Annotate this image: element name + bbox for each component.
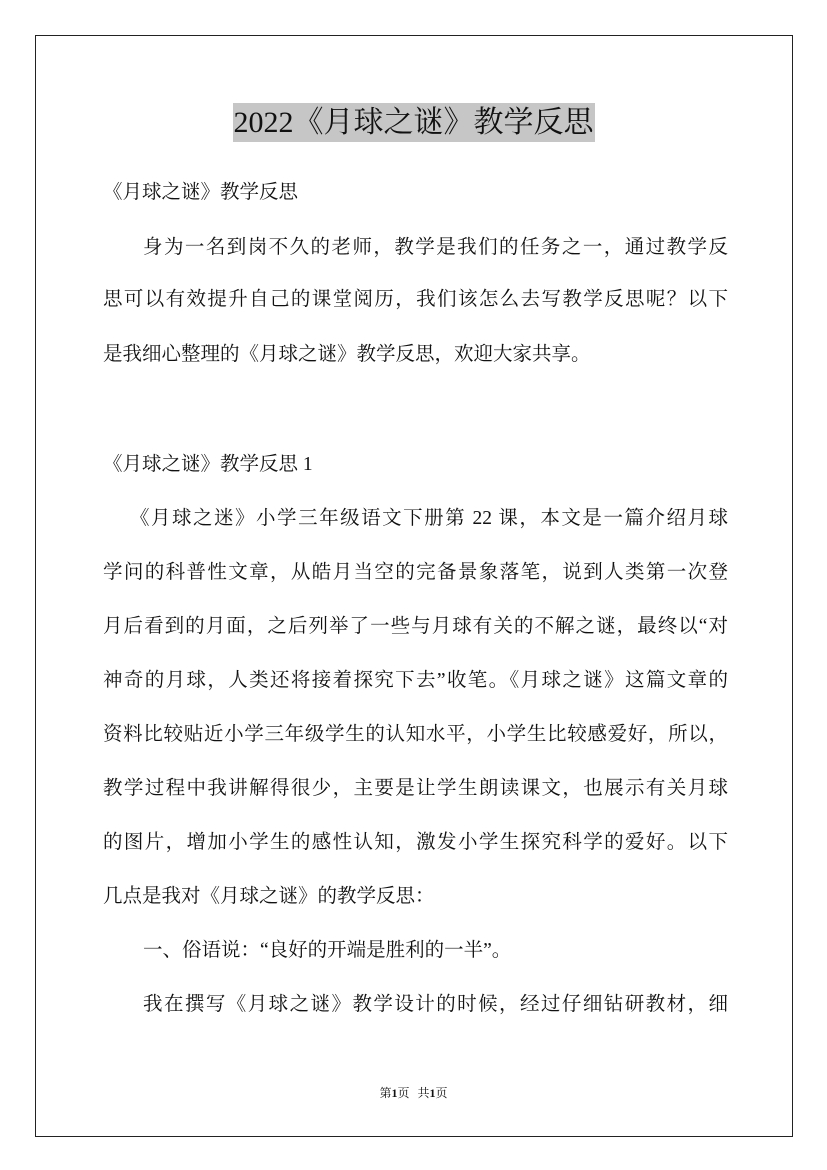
intro-line-3: 是我细心整理的《月球之谜》教学反思，欢迎大家共享。	[103, 344, 591, 365]
footer-page-prefix: 第	[379, 1086, 392, 1100]
section-1-line-6: 教学过程中我讲解得很少，主要是让学生朗读课文，也展示有关月球	[103, 778, 728, 799]
footer-total-suffix: 页	[435, 1086, 448, 1100]
next-paragraph-line-1: 我在撰写《月球之谜》教学设计的时候，经过仔细钻研教材，细	[143, 994, 728, 1015]
heading-main: 《月球之谜》教学反思	[103, 182, 299, 203]
section-1-line-4: 神奇的月球，人类还将接着探究下去”收笔。《月球之谜》这篇文章的	[103, 670, 728, 691]
footer-total-pages: 1	[429, 1086, 436, 1100]
section-1-line-5: 资料比较贴近小学三年级学生的认知水平，小学生比较感爱好，所以，	[103, 724, 728, 745]
point-1: 一、俗语说：“良好的开端是胜利的一半”。	[143, 940, 512, 961]
title-container	[0, 103, 827, 142]
intro-line-1: 身为一名到岗不久的老师，教学是我们的任务之一，通过教学反	[143, 237, 728, 258]
section-1-line-7: 的图片，增加小学生的感性认知，激发小学生探究科学的爱好。以下	[103, 832, 728, 853]
document-title: 2022《月球之谜》教学反思	[233, 103, 595, 142]
section-1-line-1: 《月球之迷》小学三年级语文下册第 22 课，本文是一篇介绍月球	[130, 508, 728, 529]
section-1-line-8: 几点是我对《月球之谜》的教学反思：	[103, 886, 435, 907]
intro-line-2: 思可以有效提升自己的课堂阅历，我们该怎么去写教学反思呢？以下	[103, 289, 728, 310]
footer-total-prefix: 共	[417, 1086, 430, 1100]
footer-page-number: 1	[391, 1086, 398, 1100]
section-1-heading: 《月球之谜》教学反思 1	[103, 454, 313, 475]
page-footer	[0, 1084, 827, 1102]
footer-page-suffix: 页	[397, 1086, 410, 1100]
section-1-line-3: 月后看到的月面，之后列举了一些与月球有关的不解之谜，最终以“对	[103, 616, 728, 637]
section-1-line-2: 学问的科普性文章，从皓月当空的完备景象落笔，说到人类第一次登	[103, 562, 728, 583]
